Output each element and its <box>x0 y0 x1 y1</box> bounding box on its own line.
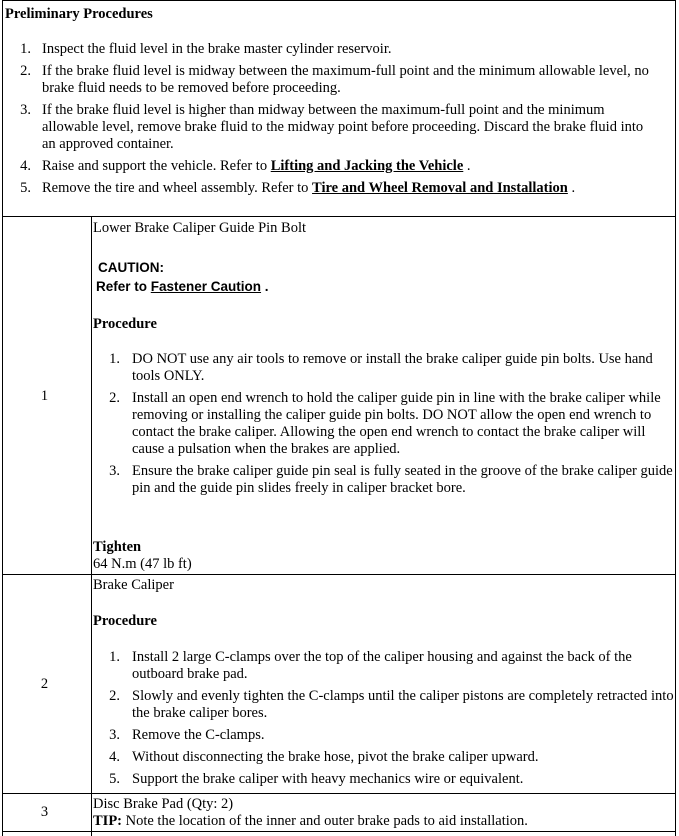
item-number: 3. <box>20 102 31 118</box>
item-text: Remove the C-clamps. <box>132 727 265 743</box>
component-name: Lower Brake Caliper Guide Pin Bolt <box>93 220 307 236</box>
step-content <box>93 220 675 502</box>
list-item <box>93 390 675 458</box>
item-text: Install 2 large C-clamps over the top of the caliper housing and against the back of the outboard brake pad. <box>132 649 632 682</box>
tire-wheel-link[interactable]: Tire and Wheel Removal and Installation <box>312 180 568 196</box>
item-text: Slowly and evenly tighten the C-clamps until the caliper pistons are completely retracted into the brake caliper bores. <box>132 688 674 721</box>
tighten-label: Tighten <box>93 539 142 555</box>
step-number: 1 <box>40 388 49 404</box>
tip-body: Note the location of the inner and outer brake pads to aid installation. <box>122 813 528 829</box>
torque-spec <box>93 539 675 573</box>
row-divider <box>2 574 676 575</box>
item-number: 1. <box>109 351 120 367</box>
item-text: DO NOT use any air tools to remove or install the brake caliper guide pin bolts. Use hand tools ONLY. <box>132 351 653 384</box>
item-number: 4. <box>109 749 120 765</box>
torque-value: 64 N.m (47 lb ft) <box>93 556 192 572</box>
list-item <box>93 463 675 497</box>
item-number: 1. <box>109 649 120 665</box>
item-number: 3. <box>109 727 120 743</box>
item-text: Install an open end wrench to hold the caliper guide pin in line with the brake caliper while removing or installing the caliper guide pin bolts. DO NOT allow the open end wrench to contact the brake caliper. Allowing the open end wrench to contact the brake caliper will cause a pulsation when the brakes are applied. <box>132 390 661 457</box>
procedure-list <box>93 351 675 497</box>
caution-prefix: Refer to <box>96 279 151 294</box>
row-divider <box>2 793 676 794</box>
item-number: 2. <box>109 688 120 704</box>
item-text: . <box>567 180 576 196</box>
caution-suffix: . <box>261 279 269 294</box>
procedure-list <box>93 649 675 788</box>
step-content <box>93 796 675 830</box>
list-item <box>0 158 660 175</box>
item-number: 5. <box>20 180 31 196</box>
tip-text <box>93 813 675 830</box>
list-item <box>93 351 675 385</box>
fastener-caution-link[interactable]: Fastener Caution <box>150 279 262 294</box>
item-number: 2. <box>109 390 120 406</box>
item-text: Inspect the fluid level in the brake master cylinder reservoir. <box>42 41 392 57</box>
list-item <box>0 41 660 58</box>
item-number: 3. <box>109 463 120 479</box>
step-number: 2 <box>40 676 49 692</box>
list-item <box>93 749 675 766</box>
procedure-heading: Procedure <box>93 316 157 332</box>
step-number: 3 <box>40 804 49 820</box>
caution-block <box>93 258 675 296</box>
item-number: 5. <box>109 771 120 787</box>
item-text: If the brake fluid level is midway between the maximum-full point and the minimum allowable level, no brake fluid needs to be removed before proceeding. <box>42 63 649 96</box>
list-item <box>93 649 675 683</box>
item-text: Raise and support the vehicle. Refer to <box>42 158 271 174</box>
preliminary-list <box>0 41 660 202</box>
list-item <box>0 63 660 97</box>
row-divider <box>2 216 676 217</box>
row-divider <box>2 831 676 832</box>
item-number: 4. <box>20 158 31 174</box>
item-number: 1. <box>20 41 31 57</box>
item-text: Ensure the brake caliper guide pin seal is fully seated in the groove of the brake caliper guide pin and the guide pin slides freely in caliper bracket bore. <box>132 463 673 496</box>
caution-title: CAUTION: <box>98 260 164 275</box>
column-divider <box>91 216 92 836</box>
item-text: Remove the tire and wheel assembly. Refer to <box>42 180 313 196</box>
item-text: If the brake fluid level is higher than midway between the maximum-full point and the minimum allowable level, remove brake fluid to the midway point before proceeding. Discard the brake fluid into an approved container. <box>42 102 644 152</box>
item-text: Without disconnecting the brake hose, pivot the brake caliper upward. <box>132 749 539 765</box>
list-item <box>0 102 660 153</box>
caution-text <box>96 277 675 296</box>
tip-label: TIP: <box>93 813 122 829</box>
component-name: Disc Brake Pad (Qty: 2) <box>93 796 234 812</box>
procedure-heading: Procedure <box>93 613 157 629</box>
preliminary-title: Preliminary Procedures <box>5 6 153 22</box>
table-border-top <box>2 0 676 1</box>
item-number: 2. <box>20 63 31 79</box>
list-item <box>93 688 675 722</box>
list-item <box>0 180 660 197</box>
item-text: Support the brake caliper with heavy mechanics wire or equivalent. <box>132 771 524 787</box>
list-item <box>93 771 675 788</box>
component-name: Brake Caliper <box>93 577 174 593</box>
item-text: . <box>463 158 471 174</box>
list-item <box>93 727 675 744</box>
step-content <box>93 577 675 793</box>
lifting-jacking-link[interactable]: Lifting and Jacking the Vehicle <box>270 158 464 174</box>
